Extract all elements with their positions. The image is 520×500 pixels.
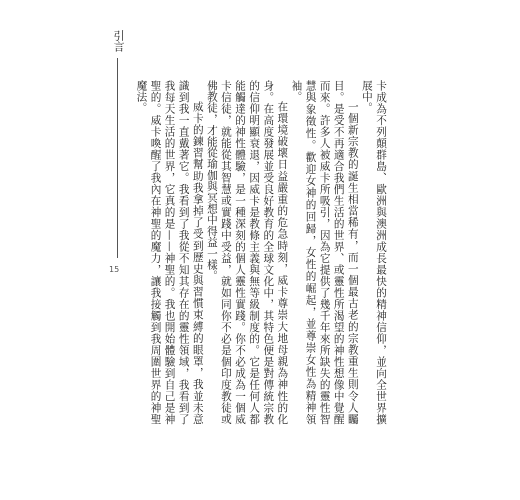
page-number: 15 [109, 265, 120, 274]
paragraph-2: 一個新宗教的誕生相當稀有，而一個最古老的宗教重生則令人矚目。是受不再適合我們生活的世界、或靈性所渴望的神性想像中覺醒而來。許多人被威卡所吸引，因為它提供了幾千年來所缺失的靈性智慧與象徵性。歡迎女神的回歸，女性的崛起，並尊崇女性為精神領袖。 [290, 80, 359, 425]
header-rule [117, 58, 118, 258]
body-text [135, 80, 388, 425]
paragraph-1: 卡成為不列顛群島、歐洲與澳洲成長最快的精神信仰，並向全世界擴展中。 [360, 80, 387, 425]
paragraph-3: 在環境破壞日益嚴重的危急時刻，威卡尊崇大地母親為神性的化身。在高度發展並受良好教育的全球文化中，其特色便是對傳統宗教的信仰明顯衰退，因威卡是教條主義與無等級制度的。它是任何人都能觸達的神性體驗，是一種深刻的個人靈性實踐。你不必成為一個威卡信徒，就能從其智慧或實踐中受益，就如同你不必是個印度教徒或佛教徒，才能從瑜伽與冥想中得益一樣。 [205, 80, 289, 425]
paragraph-4: 威卡的鍊習幫助我拿掉了受到歷史與習慣束縛的眼罩，我並未意識到我一直戴著它。我看到了我從不知其存在的靈性領域，我看到了我每天生活的世界，它真的是——神聖的。我也開始體驗到自己是神聖的。威卡喚醒了我內在神聖的魔力，讓我接觸到我周圍世界的神聖魔法。 [135, 80, 204, 425]
running-header-title: 引言 [112, 30, 125, 52]
